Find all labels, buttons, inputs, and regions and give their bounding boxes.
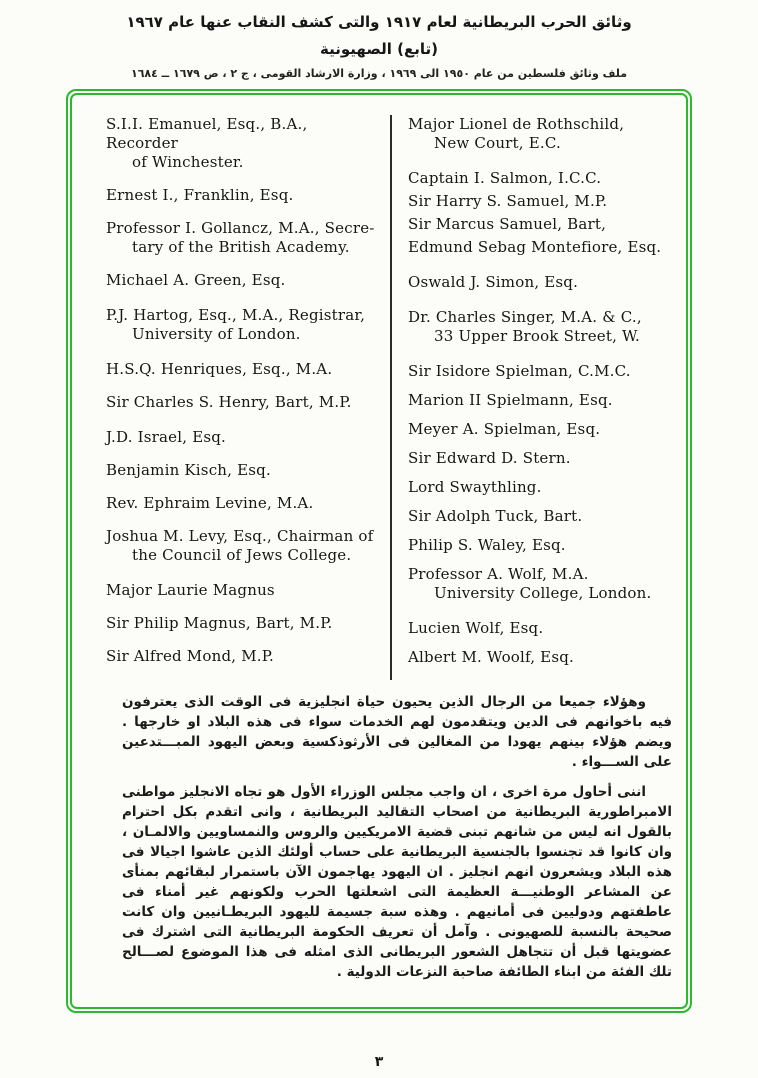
name-entry-line: Benjamin Kisch, Esq. <box>106 461 271 479</box>
name-entry <box>408 507 672 526</box>
name-entry <box>408 420 672 439</box>
name-entry <box>408 308 672 346</box>
name-entry <box>106 186 384 205</box>
name-entry <box>408 648 672 667</box>
name-entry <box>408 215 672 234</box>
name-entry-line: Lucien Wolf, Esq. <box>408 619 544 637</box>
name-entry-line: P.J. Hartog, Esq., M.A., Registrar, <box>106 306 366 324</box>
header-title: وثائق الحرب البريطانية لعام ١٩١٧ والتى كشف النقاب عنها عام ١٩٦٧ <box>126 13 632 31</box>
name-entry-line: Sir Charles S. Henry, Bart, M.P. <box>106 393 352 411</box>
name-entry-line: Albert M. Woolf, Esq. <box>408 648 574 666</box>
name-entry-line: the Council of Jews College. <box>132 546 352 564</box>
name-entry-line: Joshua M. Levy, Esq., Chairman of <box>106 527 374 545</box>
name-entry <box>106 494 384 513</box>
names-column-left <box>106 115 392 680</box>
name-entry-line: H.S.Q. Henriques, Esq., M.A. <box>106 360 333 378</box>
name-entry-line: Marion II Spielmann, Esq. <box>408 391 613 409</box>
name-entry-line: of Winchester. <box>132 153 244 171</box>
name-entry-line: University College, London. <box>434 584 652 602</box>
name-entry-line: Oswald J. Simon, Esq. <box>408 273 579 291</box>
name-entry-line: Dr. Charles Singer, M.A. & C., <box>408 308 642 326</box>
name-entry <box>106 428 384 447</box>
name-entry-line: Lord Swaythling. <box>408 478 542 496</box>
name-entry <box>408 536 672 555</box>
name-entry-line: Sir Philip Magnus, Bart, M.P. <box>106 614 333 632</box>
name-entry-line: University of London. <box>132 325 301 343</box>
name-entry <box>106 527 384 565</box>
name-entry-line: Sir Alfred Mond, M.P. <box>106 647 274 665</box>
name-entry-line: Ernest I., Franklin, Esq. <box>106 186 294 204</box>
name-entry-line: Philip S. Waley, Esq. <box>408 536 566 554</box>
page-header <box>0 0 758 80</box>
arabic-text-section <box>106 692 672 982</box>
name-entry <box>408 115 672 153</box>
name-entry-line: Edmund Sebag Montefiore, Esq. <box>408 238 662 256</box>
name-entry <box>408 238 672 257</box>
arabic-paragraph: وهؤلاء جميعا من الرجال الذين يحيون حياة انجليزية فى الوقت الذى يعترفون فيه باخوانهم فى الدين ويتقدمون لهم الخدمات سواء فى هذه البلاد او خارجها . ويضم هؤلاء بينهم يهودا من المغالين فى الأرثوذكسية وبعض اليهود المبـــتدعين على الســـواء . <box>122 694 672 770</box>
name-entry <box>408 192 672 211</box>
name-entry <box>106 647 384 666</box>
name-entry <box>106 360 384 379</box>
name-entry-line: Professor I. Gollancz, M.A., Secre- <box>106 219 375 237</box>
name-entry-line: tary of the British Academy. <box>132 238 350 256</box>
name-entry <box>408 619 672 638</box>
name-entry-line: Sir Adolph Tuck, Bart. <box>408 507 583 525</box>
names-section <box>106 115 672 680</box>
header-source-note: ملف وثائق فلسطين من عام ١٩٥٠ الى ١٩٦٩ ، وزارة الارشاد القومى ، ج ٢ ، ص ١٦٧٩ ــ ١٦٨٤ <box>130 67 628 80</box>
green-border-frame <box>66 89 692 1013</box>
name-entry-line: Sir Marcus Samuel, Bart, <box>408 215 607 233</box>
name-entry <box>106 271 384 290</box>
name-entry <box>106 461 384 480</box>
name-entry <box>408 169 672 188</box>
name-entry <box>408 565 672 603</box>
name-entry-line: Major Laurie Magnus <box>106 581 275 599</box>
name-entry <box>408 273 672 292</box>
name-entry <box>408 449 672 468</box>
name-entry-line: J.D. Israel, Esq. <box>106 428 227 446</box>
name-entry <box>408 478 672 497</box>
name-entry <box>106 219 384 257</box>
name-entry-line: New Court, E.C. <box>434 134 561 152</box>
name-entry <box>106 393 384 412</box>
name-entry-line: S.I.I. Emanuel, Esq., B.A., Recorder <box>106 115 308 152</box>
name-entry-line: Sir Isidore Spielman, C.M.C. <box>408 362 631 380</box>
name-entry-line: 33 Upper Brook Street, W. <box>434 327 640 345</box>
name-entry-line: Rev. Ephraim Levine, M.A. <box>106 494 314 512</box>
name-entry-line: Professor A. Wolf, M.A. <box>408 565 589 583</box>
page-number: ٣ <box>374 1054 384 1070</box>
name-entry <box>106 306 384 344</box>
name-entry-line: Major Lionel de Rothschild, <box>408 115 625 133</box>
arabic-paragraph: اننى أحاول مرة اخرى ، ان واجب مجلس الوزراء الأول هو تجاه الانجليز مواطنى الامبراطورية البريطانية من اصحاب التقاليد البريطانية ، وانى اتقدم بكل احترام بالقول انه ليس من شانهم تبنى قضية الامريكيين والروس والنمساويين والالمـان ، وان كانوا قد تجنسوا بالجنسية البريطانية على حساب أولئك الذين عاشوا اجيالا فى هذه البلاد ويشعرون انهم انجليز . ان اليهود يهاجمون الآن باستمرار لبقائهم بمنأى عن المشاعر الوطنيـــة العظيمة التى اشعلتها الحرب ولكونهم غير أمناء فى عاطفتهم ودوليين فى أمانيهم . وهذه سبة جسيمة لليهود البريطـانيين وان كانت صحيحة بالنسبة للصهيونى . وآمل أن تعريف الحكومة البريطانية التى اشترك فى عضويتها قبل أن تتجاهل الشعور البريطانى الذى امثله فى هذا الموضوع لصـــالح تلك الفئة من ابناء الطائفة صاحبة النزعات الدولية . <box>122 784 672 980</box>
name-entry-line: Michael A. Green, Esq. <box>106 271 286 289</box>
name-entry-line: Sir Harry S. Samuel, M.P. <box>408 192 608 210</box>
name-entry <box>106 581 384 600</box>
header-subtitle: (تابع) الصهيونية <box>320 40 438 58</box>
name-entry <box>106 115 384 172</box>
name-entry-line: Captain I. Salmon, I.C.C. <box>408 169 602 187</box>
name-entry-line: Meyer A. Spielman, Esq. <box>408 420 601 438</box>
name-entry-line: Sir Edward D. Stern. <box>408 449 571 467</box>
name-entry <box>408 362 672 381</box>
green-border-frame-inner <box>70 93 688 1009</box>
name-entry <box>408 391 672 410</box>
names-column-right <box>392 115 672 680</box>
name-entry <box>106 614 384 633</box>
